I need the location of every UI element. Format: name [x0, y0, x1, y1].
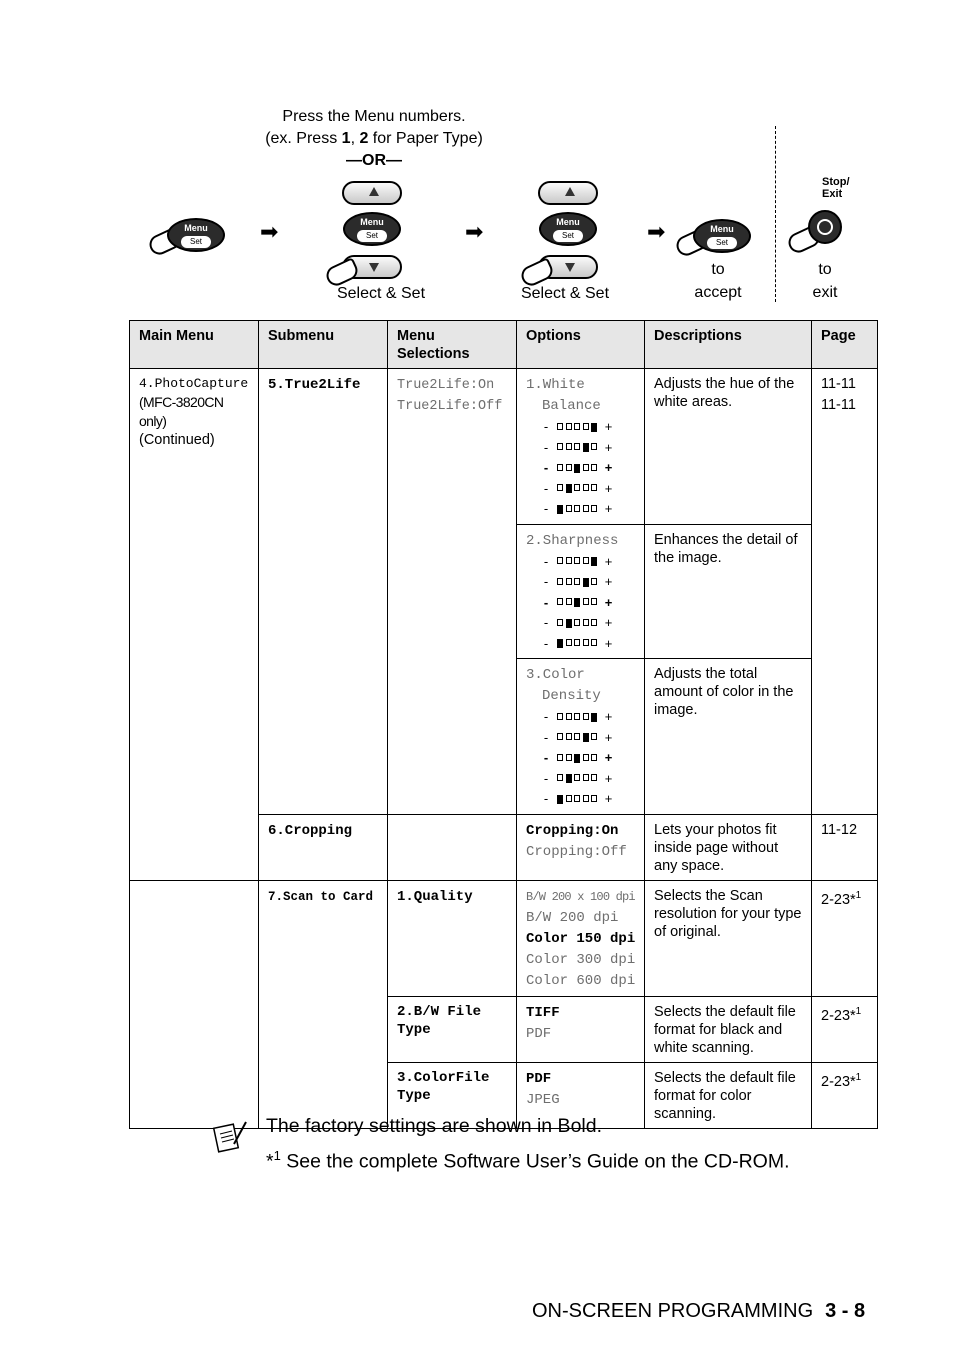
level-scale-row — [526, 728, 636, 749]
footer-page-number: 3 - 8 — [825, 1300, 866, 1322]
level-box-filled — [566, 774, 572, 783]
level-box — [583, 598, 589, 605]
submenu-true2life: 5.True2Life — [268, 377, 361, 393]
level-box — [557, 443, 563, 450]
level-boxes — [557, 774, 600, 783]
plus-sign: + — [604, 419, 613, 435]
level-box — [557, 578, 563, 585]
header-options: Options — [517, 321, 645, 369]
level-box — [583, 464, 589, 471]
plus-sign: + — [604, 729, 613, 745]
submenu-cell — [259, 369, 388, 815]
arrow-right-icon: ➡ — [647, 219, 666, 244]
level-boxes — [557, 464, 600, 473]
level-box — [557, 733, 563, 740]
factory-settings-note — [266, 1112, 790, 1177]
level-boxes — [557, 733, 600, 742]
level-boxes — [557, 639, 600, 648]
up-triangle-icon — [369, 187, 379, 196]
option-color-density: 3.Color Density - + - + - + - + - + — [517, 659, 645, 815]
level-box — [566, 443, 572, 450]
level-box — [583, 484, 589, 491]
selection-color-file-type: 3.ColorFile Type — [388, 1062, 517, 1128]
menu-set-button-2[interactable]: Menu Set — [343, 212, 401, 246]
level-boxes — [557, 754, 600, 763]
plus-sign: + — [604, 460, 613, 476]
level-box — [557, 484, 563, 491]
level-box — [583, 774, 589, 781]
level-box-filled — [566, 484, 572, 493]
level-box — [591, 484, 597, 491]
level-box — [583, 754, 589, 761]
desc-cropping: Lets your photos fit inside page without any space. — [645, 814, 812, 880]
plus-sign: + — [604, 615, 613, 631]
minus-sign: - — [543, 553, 549, 569]
level-boxes — [557, 484, 600, 493]
level-scale-row — [526, 769, 636, 790]
level-box — [591, 598, 597, 605]
menu-settings-table — [129, 320, 878, 1129]
up-triangle-icon — [565, 187, 575, 196]
level-boxes — [557, 505, 600, 514]
table-header-row — [130, 321, 878, 369]
level-box — [574, 484, 580, 491]
level-scale-group — [526, 417, 636, 520]
note-pencil-icon — [212, 1118, 248, 1154]
main-menu-code: 4.PhotoCapture — [139, 376, 249, 391]
level-box — [591, 619, 597, 626]
level-box — [574, 774, 580, 781]
level-box-filled — [574, 754, 580, 763]
level-box — [583, 557, 589, 564]
to-accept-caption: to accept — [694, 261, 742, 301]
submenu-cropping: 6.Cropping — [259, 814, 388, 880]
option-bw-file-type: TIFF PDF — [517, 996, 645, 1062]
level-boxes — [557, 443, 600, 452]
level-box — [591, 774, 597, 781]
main-menu-cell-cont — [130, 880, 259, 1128]
minus-sign: - — [543, 574, 549, 590]
page-quality: 2-23*$^1$ — [812, 880, 878, 996]
table-row — [130, 369, 878, 525]
level-box — [566, 505, 572, 512]
level-box — [583, 423, 589, 430]
desc-sharpness: Enhances the detail of the image. — [645, 524, 812, 659]
level-box-filled — [557, 639, 563, 648]
level-box — [591, 795, 597, 802]
plus-sign: + — [604, 791, 613, 807]
plus-sign: + — [604, 480, 613, 496]
submenu-scan-to-card: 7.Scan to Card — [259, 880, 388, 1128]
level-box — [566, 795, 572, 802]
level-scale-row — [526, 458, 636, 479]
level-box — [574, 423, 580, 430]
level-box — [574, 713, 580, 720]
desc-quality: Selects the Scan resolution for your type of original. — [645, 880, 812, 996]
selection-quality: 1.Quality — [388, 880, 517, 996]
level-boxes — [557, 423, 600, 432]
arrow-right-icon: ➡ — [260, 219, 279, 244]
option-white-balance: 1.White Balance - + - + - + - + - + — [517, 369, 645, 525]
level-box-filled — [583, 733, 589, 742]
table-row — [130, 880, 878, 996]
level-box — [557, 713, 563, 720]
desc-color-density: Adjusts the total amount of color in the image. — [645, 659, 812, 815]
page-footer — [532, 1300, 865, 1323]
level-box — [583, 795, 589, 802]
select-set-caption: Select & Set — [336, 285, 426, 302]
header-descriptions: Descriptions — [645, 321, 812, 369]
stop-exit-button[interactable] — [808, 210, 842, 244]
plus-sign: + — [604, 574, 613, 590]
level-box — [557, 598, 563, 605]
plus-sign: + — [604, 594, 613, 610]
level-box — [557, 754, 563, 761]
down-triangle-icon — [369, 263, 379, 272]
level-box — [591, 733, 597, 740]
stop-icon — [817, 219, 833, 235]
note-line2: *$^1$ See the complete Software User’s Guide on the CD-ROM. — [266, 1148, 790, 1173]
level-scale-row — [526, 572, 636, 593]
level-box — [583, 619, 589, 626]
up-arrow-button[interactable] — [342, 181, 402, 205]
level-box — [566, 733, 572, 740]
continued-label: (Continued) — [139, 432, 215, 448]
level-scale-row — [526, 438, 636, 459]
level-scale-row — [526, 499, 636, 520]
plus-sign: + — [604, 553, 613, 569]
level-box-filled — [583, 443, 589, 452]
menu-set-button[interactable]: Menu Set — [167, 218, 225, 252]
level-boxes — [557, 578, 600, 587]
option-quality: B/W 200 x 100 dpi B/W 200 dpi Color 150 dpi Color 300 dpi Color 600 dpi — [517, 880, 645, 996]
instruction-line2: (ex. Press 1, 2 for Paper Type) — [265, 130, 483, 147]
level-scale-row — [526, 789, 636, 810]
level-scale-group — [526, 707, 636, 810]
level-box — [557, 423, 563, 430]
minus-sign: - — [543, 419, 549, 435]
level-box — [591, 639, 597, 646]
level-box-filled — [574, 464, 580, 473]
level-box — [574, 619, 580, 626]
level-box-filled — [591, 557, 597, 566]
level-box — [583, 639, 589, 646]
level-box — [566, 464, 572, 471]
level-box-filled — [591, 713, 597, 722]
selections-cell — [388, 369, 517, 815]
minus-sign: - — [543, 480, 549, 496]
level-box-filled — [583, 578, 589, 587]
level-box — [591, 505, 597, 512]
level-box — [557, 619, 563, 626]
level-box — [566, 639, 572, 646]
stop-exit-label: Stop/ Exit — [822, 176, 850, 200]
page-true2life: 11-11 11-11 — [812, 369, 878, 815]
or-label: —OR— — [346, 152, 402, 169]
minus-sign: - — [543, 439, 549, 455]
minus-sign: - — [543, 594, 549, 610]
to-exit-caption: to exit — [812, 261, 838, 301]
level-boxes — [557, 795, 600, 804]
page-bw-file-type: 2-23*$^1$ — [812, 996, 878, 1062]
minus-sign: - — [543, 709, 549, 725]
minus-sign: - — [543, 501, 549, 517]
divider-dashed — [775, 126, 776, 302]
minus-sign: - — [543, 791, 549, 807]
level-box — [566, 423, 572, 430]
menu-set-button-3[interactable]: Menu Set — [539, 212, 597, 246]
header-submenu: Submenu — [259, 321, 388, 369]
level-scale-row — [526, 593, 636, 614]
header-main-menu: Main Menu — [130, 321, 259, 369]
minus-sign: - — [543, 635, 549, 651]
level-box — [557, 464, 563, 471]
minus-sign: - — [543, 615, 549, 631]
level-scale-row — [526, 634, 636, 655]
menu-set-button-accept[interactable]: Menu Set — [693, 219, 751, 253]
level-boxes — [557, 598, 600, 607]
level-box — [591, 578, 597, 585]
level-scale-group — [526, 552, 636, 655]
level-box-filled — [557, 505, 563, 514]
selection-true2life-on: True2Life:On — [397, 378, 495, 393]
level-box — [583, 713, 589, 720]
arrow-right-icon: ➡ — [465, 219, 484, 244]
level-box — [566, 713, 572, 720]
option-color-file-type: PDF JPEG — [517, 1062, 645, 1128]
minus-sign: - — [543, 770, 549, 786]
selection-true2life-off: True2Life:Off — [397, 399, 503, 414]
minus-sign: - — [543, 750, 549, 766]
level-box-filled — [591, 423, 597, 432]
model-note: (MFC-3820CN only) — [139, 394, 224, 429]
level-box — [574, 795, 580, 802]
selections-cropping — [388, 814, 517, 880]
instruction-line1: Press the Menu numbers. — [282, 108, 466, 125]
level-box — [557, 557, 563, 564]
level-box — [591, 464, 597, 471]
level-box — [566, 578, 572, 585]
main-menu-cell — [130, 369, 259, 881]
level-box-filled — [574, 598, 580, 607]
plus-sign: + — [604, 439, 613, 455]
select-set-caption: Select & Set — [520, 285, 610, 302]
page-color-file-type: 2-23*$^1$ — [812, 1062, 878, 1128]
plus-sign: + — [604, 501, 613, 517]
plus-sign: + — [604, 770, 613, 786]
level-box — [591, 754, 597, 761]
minus-sign: - — [543, 460, 549, 476]
level-box — [574, 578, 580, 585]
level-box — [574, 443, 580, 450]
level-scale-row — [526, 748, 636, 769]
footer-section: ON-SCREEN PROGRAMMING — [532, 1300, 814, 1322]
desc-color-file-type: Selects the default file format for color scanning. — [645, 1062, 812, 1128]
level-scale-row — [526, 707, 636, 728]
level-box — [566, 598, 572, 605]
level-scale-row — [526, 613, 636, 634]
level-box — [583, 505, 589, 512]
menu-instructions — [240, 106, 508, 172]
level-boxes — [557, 713, 600, 722]
level-box — [574, 733, 580, 740]
level-box — [557, 774, 563, 781]
level-scale-row — [526, 479, 636, 500]
level-boxes — [557, 557, 600, 566]
level-box — [574, 639, 580, 646]
header-page: Page — [812, 321, 878, 369]
plus-sign: + — [604, 709, 613, 725]
header-menu-selections: Menu Selections — [388, 321, 517, 369]
selection-bw-file-type: 2.B/W File Type — [388, 996, 517, 1062]
level-box — [574, 557, 580, 564]
plus-sign: + — [604, 750, 613, 766]
level-box — [574, 505, 580, 512]
level-box — [566, 754, 572, 761]
page-cropping: 11-12 — [812, 814, 878, 880]
level-boxes — [557, 619, 600, 628]
level-scale-row — [526, 417, 636, 438]
desc-bw-file-type: Selects the default file format for black and white scanning. — [645, 996, 812, 1062]
level-scale-row — [526, 552, 636, 573]
plus-sign: + — [604, 635, 613, 651]
option-sharpness: 2.Sharpness - + - + - + - + - + — [517, 524, 645, 659]
level-box-filled — [557, 795, 563, 804]
down-triangle-icon — [565, 263, 575, 272]
level-box — [591, 443, 597, 450]
level-box-filled — [566, 619, 572, 628]
note-line1: The factory settings are shown in Bold. — [266, 1115, 603, 1137]
desc-white-balance: Adjusts the hue of the white areas. — [645, 369, 812, 525]
level-box — [566, 557, 572, 564]
option-cropping: Cropping:On Cropping:Off — [517, 814, 645, 880]
minus-sign: - — [543, 729, 549, 745]
up-arrow-button[interactable] — [538, 181, 598, 205]
